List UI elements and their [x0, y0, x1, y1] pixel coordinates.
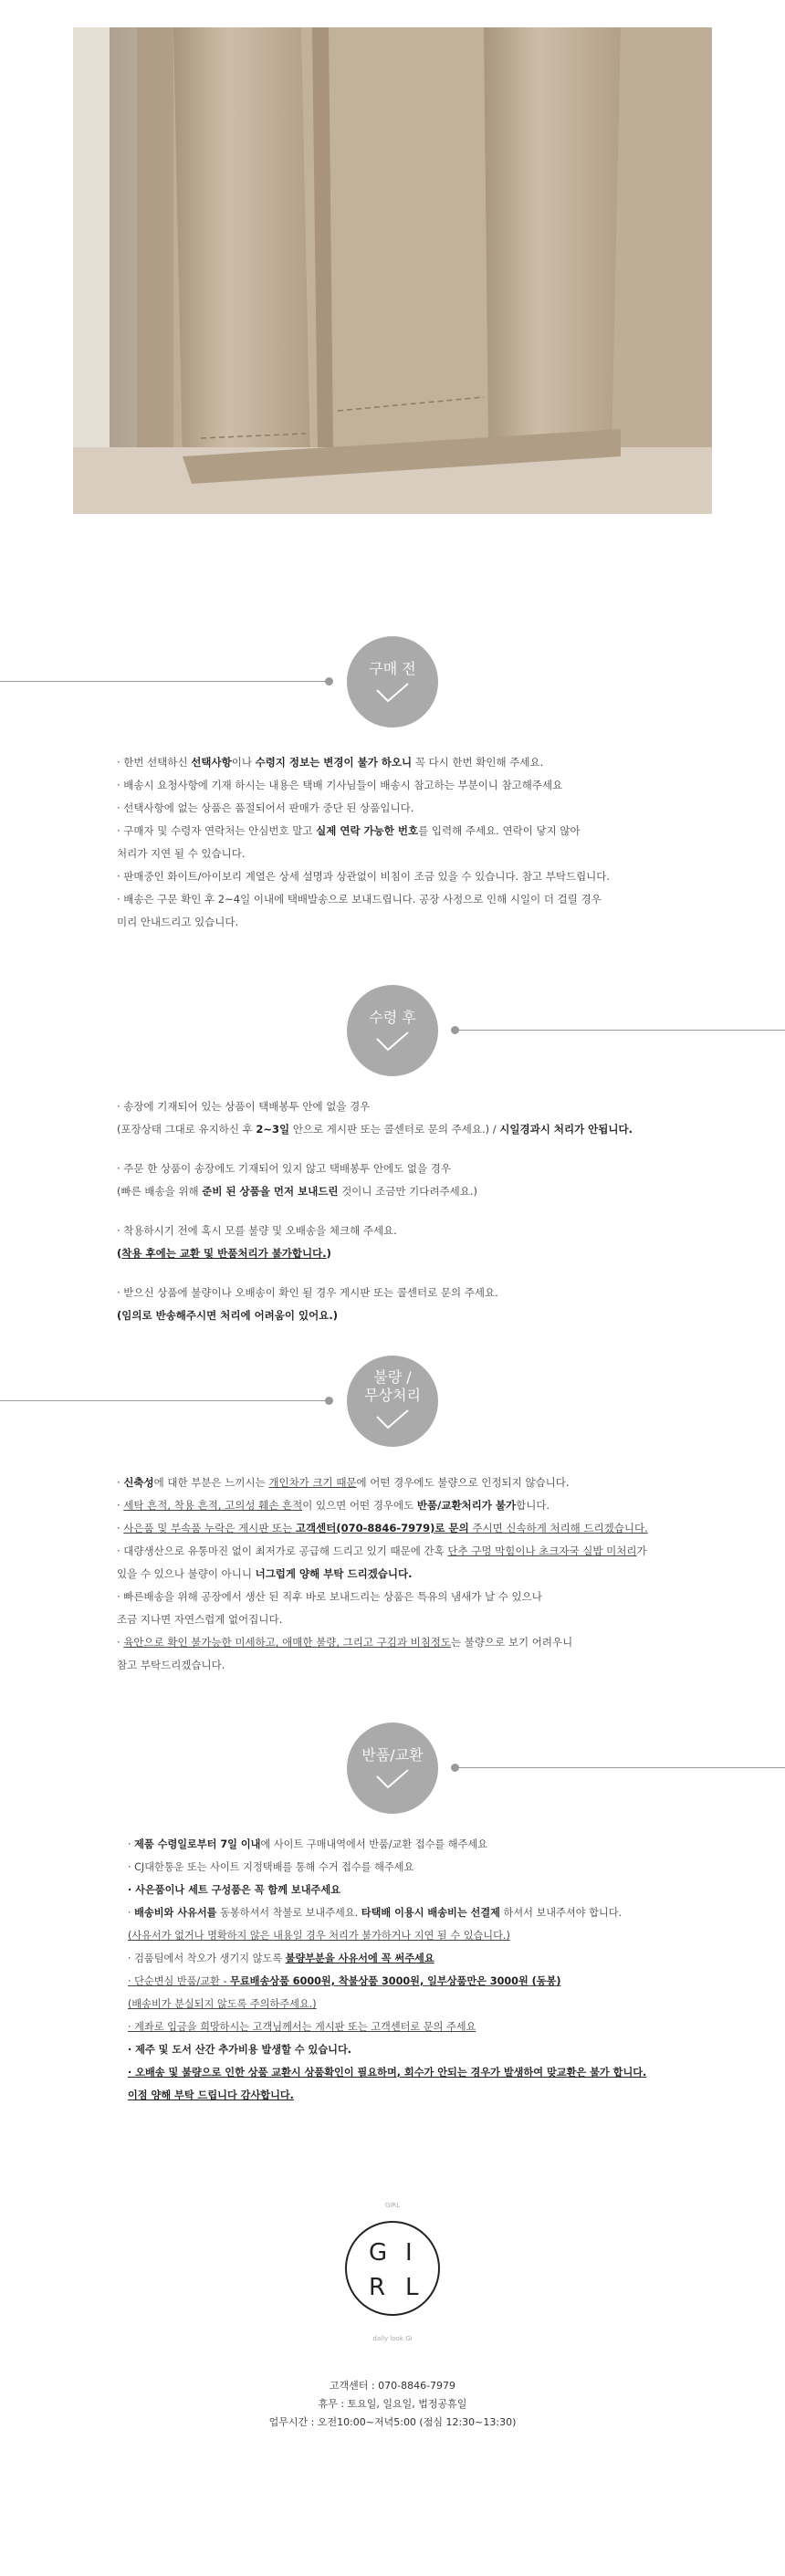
logo-letter: I [405, 2239, 413, 2267]
list-item: (착용 후에는 교환 및 반품처리가 불가합니다.) [117, 1247, 331, 1260]
logo-top-text: GIRL [384, 2202, 401, 2209]
logo-letter: G [369, 2239, 388, 2267]
list-item: · 배송비와 사유서를 동봉하셔서 착불로 보내주세요. 타택배 이용시 배송비는 선결제 하셔서 보내주셔야 합니다. [128, 1907, 623, 1919]
list-item: (사유서가 없거나 명확하지 않은 내용일 경우 처리가 불가하거나 지연 될 수 있습니다.) [128, 1930, 510, 1942]
list-item: 있을 수 있으나 불량이 아니니 너그럽게 양해 부탁 드리겠습니다. [117, 1567, 413, 1580]
list-item: · 사은품이나 세트 구성품은 꼭 함께 보내주세요 [128, 1884, 340, 1896]
list-item: · 구매자 및 수령자 연락처는 안심번호 말고 실제 연락 가능한 번호를 입력해 주세요. 연락이 닿지 않아 [117, 824, 581, 837]
check-icon [374, 682, 411, 704]
badge-title: 반품/교환 [361, 1746, 424, 1764]
divider-line [456, 1767, 785, 1768]
section-badge-return [347, 1723, 438, 1814]
divider-line [0, 1400, 329, 1401]
list-item: (배송비가 분실되지 않도록 주의하주세요.) [128, 1998, 317, 2010]
contact-closed: 휴무 : 토요일, 일요일, 법정공휴일 [318, 2398, 467, 2410]
list-item: 참고 부탁드리겠습니다. [117, 1659, 225, 1671]
list-item: · 송장에 기재되어 있는 상품이 택배봉투 안에 없을 경우 [117, 1100, 371, 1113]
badge-title: 불량 / [373, 1368, 412, 1386]
girl-logo [345, 2221, 440, 2316]
list-item: · 판매중인 화이트/아이보리 계열은 상세 설명과 상관없이 비침이 조금 있을 수 있습니다. 참고 부탁드립니다. [117, 870, 611, 883]
list-item: · 받으신 상품에 불량이나 오배송이 확인 될 경우 게시판 또는 콜센터로 문의 주세요. [117, 1286, 498, 1299]
logo-letter: R [369, 2274, 386, 2301]
logo-bottom-text: dally look Gi [372, 2335, 413, 2342]
list-item: 미리 안내드리고 있습니다. [117, 916, 239, 928]
section-badge-after [347, 985, 438, 1076]
contact-hours: 업무시간 : 오전10:00~저녁5:00 (점심 12:30~13:30) [268, 2416, 517, 2428]
divider-dot [325, 677, 333, 686]
check-icon [374, 1408, 411, 1430]
list-item: · 검품팀에서 착오가 생기지 않도록 불량부분을 사유서에 꼭 써주세요 [128, 1953, 434, 1964]
list-item: · 한번 선택하신 선택사항이나 수령지 정보는 변경이 불가 하오니 꼭 다시 한번 확인해 주세요. [117, 756, 544, 769]
list-item: · 착용하시기 전에 혹시 모를 불량 및 오배송을 체크해 주세요. [117, 1224, 397, 1237]
divider-line [0, 681, 329, 682]
list-item: · 제품 수령일로부터 7일 이내에 사이트 구매내역에서 반품/교환 접수를 해주세요 [128, 1838, 487, 1850]
section-before-text [117, 751, 610, 934]
list-item: · 계좌로 입금을 희망하시는 고객님께서는 게시판 또는 고객센터로 문의 주세요 [128, 2021, 476, 2033]
badge-title: 수령 후 [369, 1009, 416, 1026]
check-icon [374, 1768, 411, 1790]
list-item: · 단순변심 반품/교환 - 무료배송상품 6000원, 착불상품 3000원, 일부상품만은 3000원 (동봉) [128, 1975, 561, 1987]
list-item: · 배송은 구문 확인 후 2~4일 이내에 택배발송으로 보내드립니다. 공장 사정으로 인해 시일이 더 걸릴 경우 [117, 893, 602, 906]
list-item: (빠른 배송을 위해 준비 된 상품을 먼저 보내드린 것이니 조금만 기다려주세요.) [117, 1185, 477, 1198]
list-item: 처리가 지연 될 수 있습니다. [117, 847, 246, 860]
fabric-photo [73, 27, 712, 514]
list-item: (임의로 반송해주시면 처리에 어려움이 있어요.) [117, 1309, 338, 1322]
contact-phone: 고객센터 : 070-8846-7979 [329, 2380, 456, 2392]
list-item: 조금 지나면 자연스럽게 없어집니다. [117, 1613, 283, 1626]
section-badge-before [347, 636, 438, 728]
section-return-text [128, 1833, 646, 2107]
list-item: · 사은품 및 부속품 누락은 게시판 또는 고객센터(070-8846-7979)로 문의 주시면 신속하게 처리해 드리겠습니다. [117, 1522, 648, 1534]
list-item: (포장상태 그대로 유지하신 후 2~3일 안으로 게시판 또는 콜센터로 문의 주세요.) / 시일경과시 처리가 안됩니다. [117, 1123, 633, 1136]
list-item: · 오배송 및 불량으로 인한 상품 교환시 상품확인이 필요하며, 회수가 안되는 경우가 발생하여 맞교환은 불가 합니다. [128, 2067, 647, 2079]
section-defect-text [117, 1471, 648, 1677]
section-after-text [117, 1095, 633, 1327]
list-item: · 신축성에 대한 부분은 느끼시는 개인차가 크기 때문에 어떤 경우에도 불량으로 인정되지 않습니다. [117, 1476, 570, 1489]
list-item: · 육안으로 확인 불가능한 미세하고, 애매한 불량, 그리고 구김과 비침정도는 불량으로 보기 어려우니 [117, 1636, 573, 1649]
section-badge-defect [347, 1356, 438, 1447]
badge-title: 구매 전 [369, 660, 416, 677]
divider-dot [325, 1397, 333, 1405]
list-item: 이점 양해 부탁 드립니다 감사합니다. [128, 2089, 294, 2101]
list-item: · 배송시 요청사항에 기재 하시는 내용은 택배 기사님들이 배송시 참고하는 부분이니 참고해주세요 [117, 779, 563, 791]
check-icon [374, 1031, 411, 1052]
divider-line [456, 1030, 785, 1031]
list-item: · 대량생산으로 유통마진 없이 최저가로 공급해 드리고 있기 때문에 간혹 단추 구멍 막힘이나 초크자국 실밥 미처리가 [117, 1545, 647, 1557]
logo-letter: L [405, 2274, 419, 2301]
list-item: · 빠른배송을 위해 공장에서 생산 된 직후 바로 보내드리는 상품은 특유의 냄새가 날 수 있으나 [117, 1590, 542, 1603]
list-item: · 세탁 흔적, 착용 흔적, 고의성 훼손 흔적이 있으면 어떤 경우에도 반품/교환처리가 불가합니다. [117, 1499, 550, 1512]
list-item: · 제주 및 도서 산간 추가비용 발생할 수 있습니다. [128, 2044, 351, 2056]
contact-info [210, 2377, 575, 2432]
badge-title: 무상처리 [364, 1387, 421, 1404]
list-item: · 선택사항에 없는 상품은 품절되어서 판매가 중단 된 상품입니다. [117, 801, 414, 814]
list-item: · 주문 한 상품이 송장에도 기재되어 있지 않고 택배봉투 안에도 없을 경우 [117, 1162, 452, 1175]
list-item: · CJ대한통운 또는 사이트 지정택배를 통해 수거 접수를 해주세요 [128, 1861, 414, 1873]
